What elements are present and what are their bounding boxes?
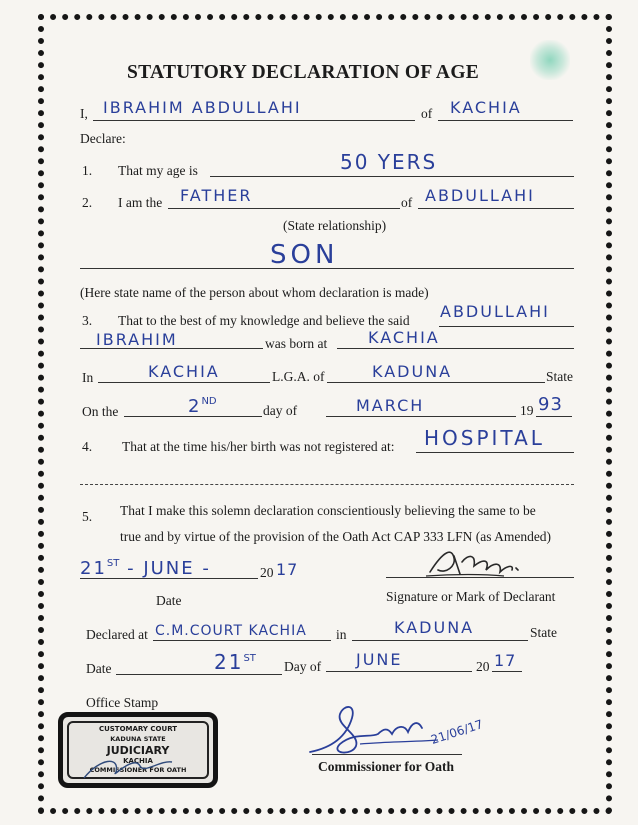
ink-smudge — [530, 40, 570, 80]
declaration-date-year: 17 — [276, 560, 299, 579]
commissioner-line — [312, 754, 462, 755]
lga-of-label: L.G.A. of — [272, 369, 325, 384]
item3-number: 3. — [82, 313, 93, 328]
relationship-line — [168, 208, 400, 209]
item4-label: That at the time his/her birth was not registered at: — [122, 439, 395, 454]
office-stamp-label: Office Stamp — [86, 695, 159, 710]
declared-in-label: in — [336, 627, 347, 642]
age-value: 50 YERS — [340, 150, 438, 174]
declarant-of-label: of — [421, 106, 433, 121]
item5-number: 5. — [82, 509, 93, 524]
birth-year-line — [536, 416, 572, 417]
stamp-scribble — [80, 748, 180, 784]
birth-year-prefix: 19 — [520, 403, 534, 418]
declaration-date-year-prefix: 20 — [260, 565, 274, 580]
oath-year-value: 17 — [494, 651, 517, 670]
oath-day-line — [116, 674, 282, 675]
birth-year-value: 93 — [538, 394, 563, 415]
date-line — [80, 578, 258, 579]
oath-month-value: JUNE — [356, 650, 403, 669]
day-of-label: day of — [263, 403, 298, 418]
oath-year-line — [492, 671, 522, 672]
born-at-label: was born at — [265, 336, 328, 351]
declared-at-value: C.M.COURT KACHIA — [155, 623, 307, 639]
item3-label: That to the best of my knowledge and believe the said — [118, 313, 410, 328]
oath-day-value: 21 — [214, 650, 244, 674]
hospital-value: HOSPITAL — [424, 426, 545, 450]
declaration-date-suffix: ST — [106, 558, 120, 569]
here-state-note: (Here state name of the person about whom declaration is made) — [80, 285, 429, 300]
birth-day — [188, 398, 217, 416]
person-value: ABDULLAHI — [425, 186, 535, 205]
commissioner-label: Commissioner for Oath — [318, 759, 454, 774]
declared-state-line — [352, 640, 528, 641]
born-at-line — [337, 348, 574, 349]
commissioner-date-note: 21/06/17 — [429, 717, 485, 747]
item1-label: That my age is — [118, 163, 198, 178]
relationship-value: FATHER — [180, 186, 253, 205]
item3-name-line — [439, 326, 574, 327]
date-label: Date — [156, 593, 182, 608]
person-line — [418, 208, 574, 209]
oath-day — [214, 652, 256, 672]
stamp-line4: KACHIA — [123, 757, 153, 765]
item1-number: 1. — [82, 163, 93, 178]
oath-month-line — [326, 671, 472, 672]
stamp-line3: JUDICIARY — [106, 744, 170, 757]
item4-number: 4. — [82, 439, 93, 454]
lga-value: KACHIA — [148, 362, 220, 381]
age-line — [210, 176, 574, 177]
declare-label: Declare: — [80, 131, 126, 146]
birth-month-line — [326, 416, 516, 417]
born-at-value: KACHIA — [368, 328, 440, 347]
oath-day-suffix: ST — [243, 653, 256, 664]
declaration-date-month: - JUNE - — [127, 558, 211, 579]
stamp-line5: COMMISSIONER FOR OATH — [89, 766, 187, 774]
oath-year-prefix: 20 — [476, 659, 490, 674]
birth-day-suffix: ND — [201, 396, 217, 407]
declared-at-label: Declared at — [86, 627, 148, 642]
declarant-place-value: KACHIA — [450, 98, 522, 117]
birth-state-label: State — [546, 369, 573, 384]
signature-label: Signature or Mark of Declarant — [386, 589, 556, 604]
declaration-date-day: 21 — [80, 558, 107, 579]
stamp-line2: KADUNA STATE — [110, 735, 166, 743]
relation-value: SON — [270, 240, 339, 270]
item3-name-value: ABDULLAHI — [440, 302, 550, 321]
declarant-signature — [424, 544, 534, 584]
birth-state-value: KADUNA — [372, 362, 453, 381]
declared-state-label: State — [530, 625, 557, 640]
commissioner-signature — [300, 698, 450, 760]
page-title: STATUTORY DECLARATION OF AGE — [127, 62, 480, 83]
in-label: In — [82, 370, 94, 385]
stamp-line1: CUSTOMARY COURT — [98, 725, 178, 733]
blank-line — [80, 484, 574, 485]
lga-line — [98, 382, 270, 383]
oath-date-label: Date — [86, 661, 112, 676]
declarant-prefix: I, — [80, 106, 88, 121]
hospital-line — [416, 452, 574, 453]
state-relationship-note: (State relationship) — [283, 218, 387, 233]
declared-state-value: KADUNA — [394, 618, 475, 637]
on-the-label: On the — [82, 404, 119, 419]
item5-line2: true and by virtue of the provision of the Oath Act CAP 333 LFN (as Amended) — [120, 529, 552, 544]
declaration-date — [80, 560, 211, 578]
declarant-name-line — [93, 120, 415, 121]
item2-label: I am the — [118, 195, 163, 210]
birth-day-value: 2 — [188, 396, 202, 417]
birth-month-value: MARCH — [356, 396, 425, 415]
item2-number: 2. — [82, 195, 93, 210]
birth-state-line — [327, 382, 545, 383]
item3-name-value-2: IBRAHIM — [96, 330, 178, 349]
declarant-name-value: IBRAHIM ABDULLAHI — [103, 98, 302, 117]
item2-of-label: of — [401, 195, 413, 210]
oath-day-of-label: Day of — [284, 659, 322, 674]
item5-line1: That I make this solemn declaration conscientiously believing the same to be — [120, 503, 536, 518]
declared-at-line — [153, 640, 331, 641]
declarant-place-line — [438, 120, 573, 121]
